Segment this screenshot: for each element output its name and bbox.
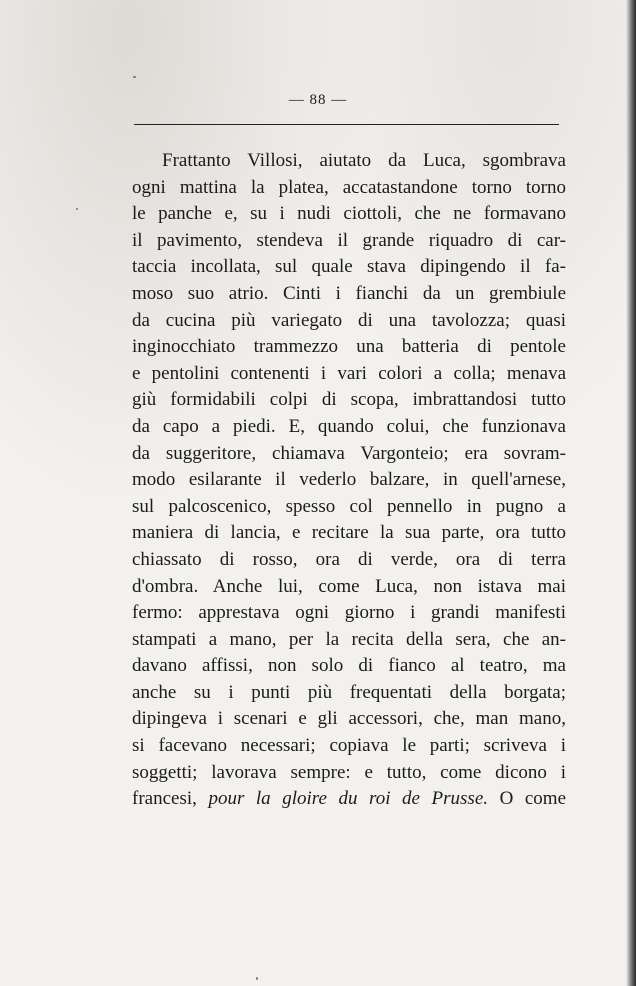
text-line: chiassato di rosso, ora di verde, ora di terra [132, 548, 566, 570]
text-line: fermo: apprestava ogni giorno i grandi manifesti [132, 602, 566, 624]
text-line: da suggeritore, chiamava Vargonteio; era sovram- [132, 442, 566, 464]
text-line: soggetti; lavorava sempre: e tutto, come dicono i [132, 761, 566, 783]
text-line: sul palcoscenico, spesso col pennello in pugno a [132, 495, 566, 517]
paper-speck [76, 208, 78, 210]
text-line: inginocchiato trammezzo una batteria di pentole [132, 336, 566, 358]
header-rule [134, 124, 559, 125]
text-line: da capo a piedi. E, quando colui, che funzionava [132, 415, 566, 437]
text-line: e pentolini contenenti i vari colori a colla; menava [132, 362, 566, 384]
text-line: dipingeva i scenari e gli accessori, che, man mano, [132, 708, 566, 730]
text-line: le panche e, su i nudi ciottoli, che ne formavano [132, 203, 566, 225]
text-line: si facevano necessari; copiava le parti; scriveva i [132, 735, 566, 757]
last-line-after: O come [499, 788, 566, 810]
body-text [132, 148, 566, 813]
page-edge-shadow [626, 0, 636, 986]
page-number: — 88 — [288, 92, 348, 108]
text-line: maniera di lancia, e recitare la sua parte, ora tutto [132, 522, 566, 544]
text-line: moso suo atrio. Cinti i fianchi da un grembiule [132, 282, 566, 304]
text-line: taccia incollata, sul quale stava dipingendo il fa- [132, 256, 566, 278]
text-line: ogni mattina la platea, accatastandone torno torno [132, 176, 566, 198]
text-line: d'ombra. Anche lui, come Luca, non istava mai [132, 575, 566, 597]
paper-speck [256, 977, 258, 980]
text-line: stampati a mano, per la recita della sera, che an- [132, 628, 566, 650]
last-line-before: francesi, [132, 788, 197, 810]
text-line: modo esilarante il vederlo balzare, in quell'arnese, [132, 469, 566, 491]
text-line: anche su i punti più frequentati della borgata; [132, 681, 566, 703]
text-line: davano affissi, non solo di fianco al teatro, ma [132, 655, 566, 677]
paper-speck [133, 76, 136, 78]
text-line: Frattanto Villosi, aiutato da Luca, sgombrava [162, 150, 566, 171]
text-line-last [132, 786, 566, 813]
text-line: giù formidabili colpi di scopa, imbrattandosi tutto [132, 389, 566, 411]
italic-phrase: pour la gloire du roi de Prusse. [208, 788, 489, 810]
text-line: il pavimento, stendeva il grande riquadro di car- [132, 229, 566, 251]
text-line: da cucina più variegato di una tavolozza; quasi [132, 309, 566, 331]
